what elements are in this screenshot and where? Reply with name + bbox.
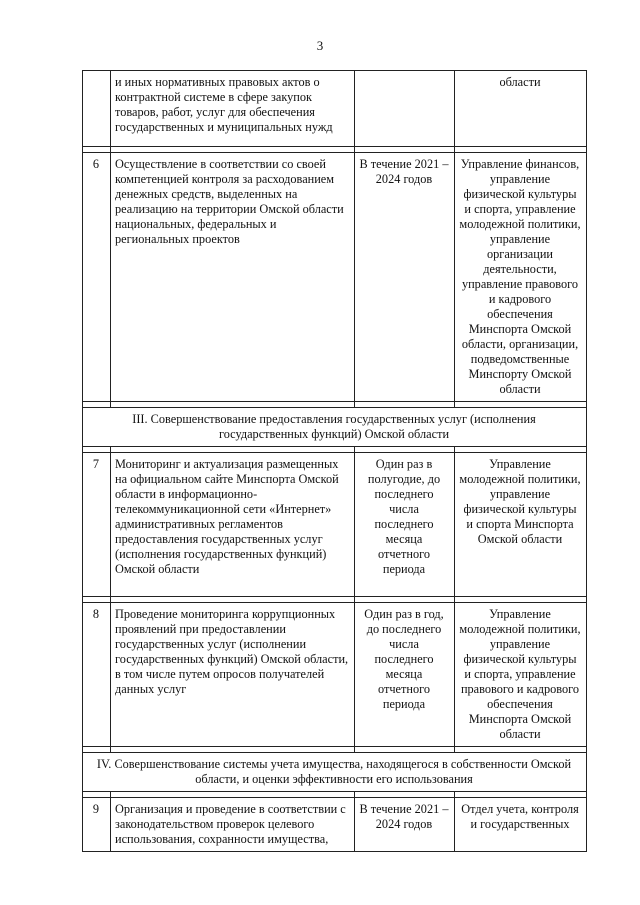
row-number	[83, 71, 111, 147]
section-heading: III. Совершенствование предоставления государственных услуг (исполнения государственных функций) Омской области	[83, 408, 587, 447]
row-term	[355, 71, 455, 147]
row-action: Организация и проведение в соответствии с законодательством проверок целевого использования, сохранности имущества,	[111, 798, 355, 852]
row-responsible: Управление финансов, управление физической культуры и спорта, управление молодежной политики, управление организации деятельности, управление правового и кадрового обеспечения Минспорта Омской области, организации, подведомственные Минспорту Омской области	[455, 153, 587, 402]
measures-table	[82, 70, 587, 852]
row-action: и иных нормативных правовых актов о контрактной системе в сфере закупок товаров, работ, услуг для обеспечения государственных и муниципальных нужд	[111, 71, 355, 147]
row-responsible: Управление молодежной политики, управление физической культуры и спорта Минспорта Омской области	[455, 453, 587, 597]
row-responsible: Управление молодежной политики, управление физической культуры и спорта, управление правового и кадрового обеспечения Минспорта Омской области	[455, 603, 587, 747]
row-term: Один раз в полугодие, до последнего числа последнего месяца отчетного периода	[355, 453, 455, 597]
row-term: В течение 2021 – 2024 годов	[355, 153, 455, 402]
row-responsible: области	[455, 71, 587, 147]
table-row	[83, 153, 587, 402]
section-row	[83, 408, 587, 447]
table-row	[83, 453, 587, 597]
table-row	[83, 603, 587, 747]
section-row	[83, 753, 587, 792]
section-heading: IV. Совершенствование системы учета имущества, находящегося в собственности Омской области, и оценки эффективности его использования	[83, 753, 587, 792]
row-number: 9	[83, 798, 111, 852]
row-term: В течение 2021 – 2024 годов	[355, 798, 455, 852]
row-action: Осуществление в соответствии со своей компетенцией контроля за расходованием денежных средств, выделенных на реализацию на территории Омской области национальных, федеральных и региональных проектов	[111, 153, 355, 402]
row-action: Мониторинг и актуализация размещенных на официальном сайте Минспорта Омской области в информационно-телекоммуникационной сети «Интернет» административных регламентов предоставления государственных услуг (исполнения государственных функций) Омской области	[111, 453, 355, 597]
row-number: 7	[83, 453, 111, 597]
table-row	[83, 798, 587, 852]
row-number: 8	[83, 603, 111, 747]
row-number: 6	[83, 153, 111, 402]
row-action: Проведение мониторинга коррупционных проявлений при предоставлении государственных услуг (исполнении государственных функций) Омской области, в том числе путем опросов получателей данных услуг	[111, 603, 355, 747]
table-row	[83, 71, 587, 147]
row-responsible: Отдел учета, контроля и государственных	[455, 798, 587, 852]
row-term: Один раз в год, до последнего числа последнего месяца отчетного периода	[355, 603, 455, 747]
page-number: 3	[316, 38, 324, 53]
